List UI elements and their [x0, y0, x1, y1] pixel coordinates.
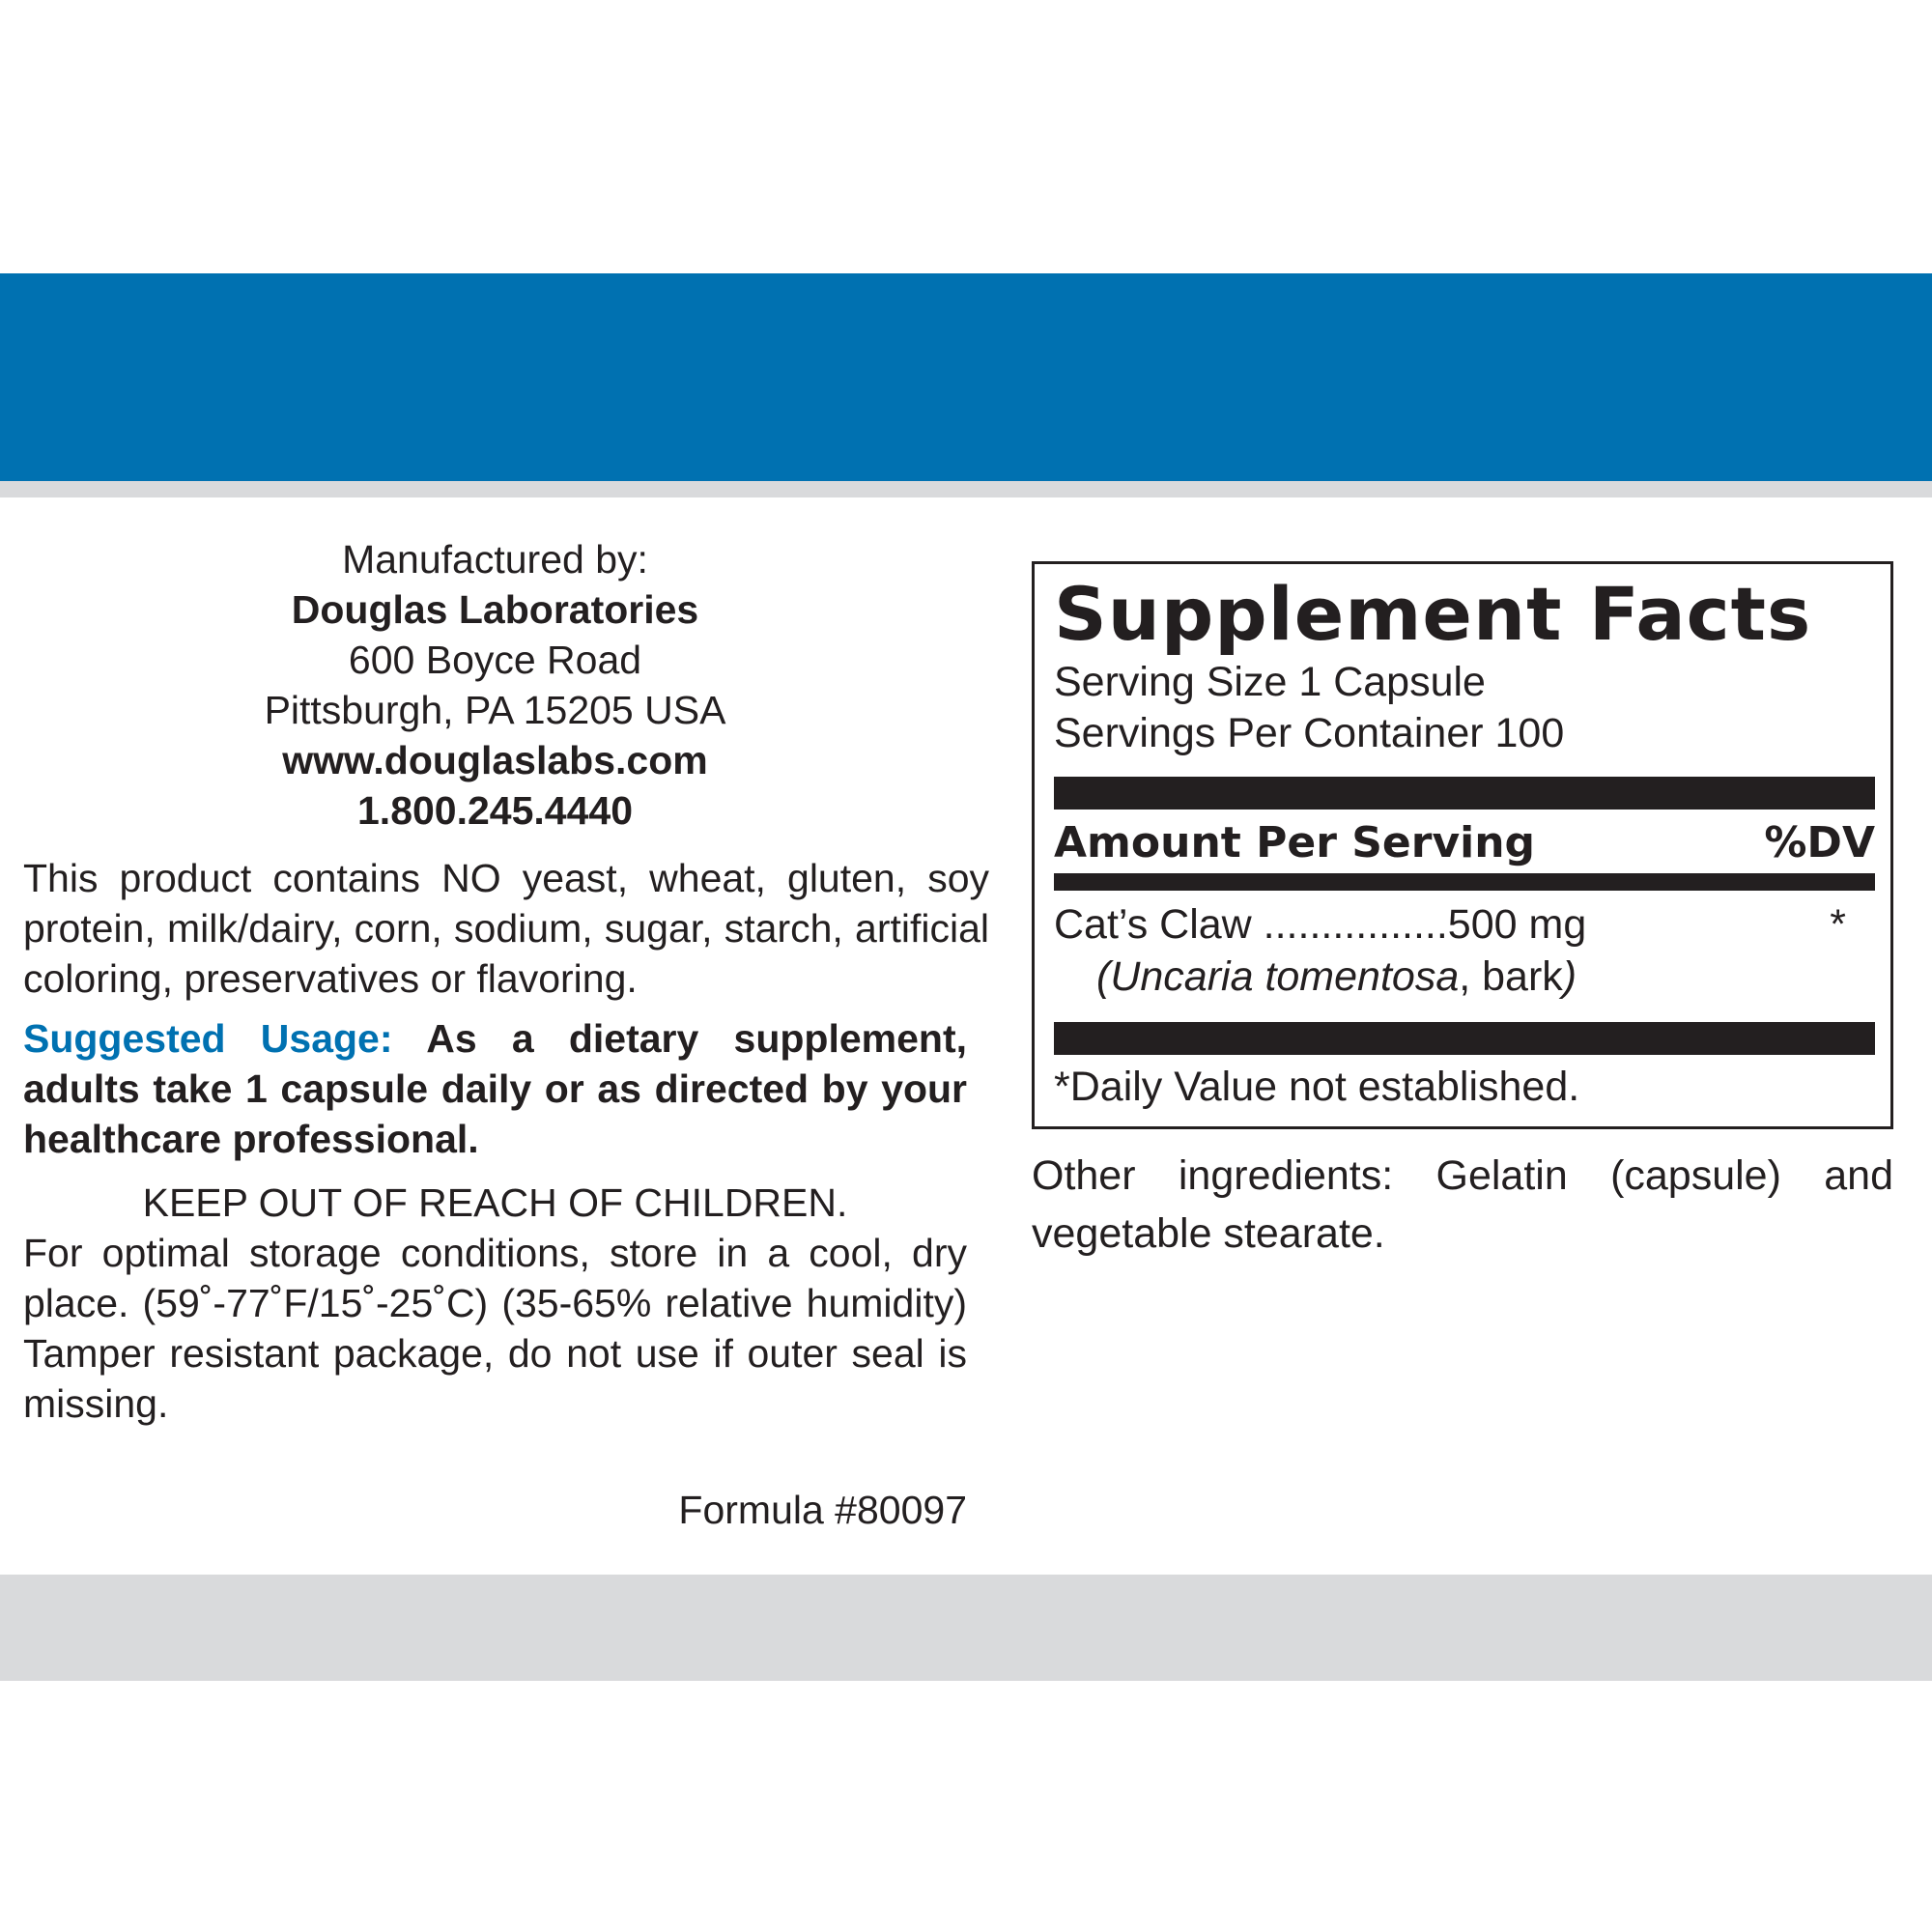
supplement-facts-panel — [1032, 561, 1893, 1129]
manufacturer-street: 600 Boyce Road — [348, 638, 642, 682]
supplement-facts-title: Supplement Facts — [1054, 571, 1812, 657]
botanical-part: , bark — [1459, 953, 1563, 1000]
allergen-statement: This product contains NO yeast, wheat, gluten, soy protein, milk/dairy, corn, sodium, sugar, starch, artificial coloring, preservatives or flavoring. — [23, 856, 989, 1001]
botanical-name: Uncaria tomentosa — [1110, 953, 1460, 1000]
manufacturer-name: Douglas Laboratories — [291, 587, 699, 632]
keep-out-warning: KEEP OUT OF REACH OF CHILDREN. — [142, 1180, 848, 1225]
formula-number: Formula #80097 — [678, 1488, 967, 1532]
ingredient-row — [1054, 898, 1875, 951]
daily-value-footnote: *Daily Value not established. — [1054, 1064, 1580, 1110]
footer-color-band — [0, 1575, 1932, 1681]
serving-info — [1054, 657, 1875, 759]
ingredient-botanical — [1054, 951, 1875, 1003]
facts-divider-thick — [1054, 777, 1875, 810]
facts-divider-bottom — [1054, 1022, 1875, 1055]
suggested-usage-text: As a dietary supplement, adults take 1 capsule daily or as directed by your healthcare professional. — [23, 1016, 967, 1161]
manufacturer-website: www.douglaslabs.com — [282, 738, 708, 782]
suggested-usage-label: Suggested Usage: — [23, 1016, 393, 1061]
botanical-open-paren: ( — [1096, 953, 1111, 1000]
warnings-block — [23, 1178, 967, 1429]
manufacturer-block — [23, 534, 967, 836]
suggested-usage — [23, 1013, 967, 1164]
ingredient-line: Cat’s Claw ................500 mg — [1054, 901, 1587, 948]
serving-size: Serving Size 1 Capsule — [1054, 659, 1486, 705]
manufacturer-label: Manufactured by: — [342, 537, 648, 582]
dv-header: %DV — [1764, 818, 1875, 867]
label-left-column — [23, 534, 989, 1535]
other-ingredients: Other ingredients: Gelatin (capsule) and vegetable stearate. — [1032, 1152, 1893, 1257]
amount-per-serving-header: Amount Per Serving — [1054, 818, 1536, 867]
header-divider-band — [0, 481, 1932, 497]
manufacturer-phone: 1.800.245.4440 — [357, 788, 633, 833]
storage-instructions: For optimal storage conditions, store in a cool, dry place. (59˚-77˚F/15˚-25˚C) (35-65% relative humidity) Tamper resistant package, do not use if outer seal is missing. — [23, 1231, 967, 1426]
ingredient-dv: * — [1830, 901, 1846, 948]
facts-divider-medium — [1054, 873, 1875, 891]
amount-header-row — [1054, 813, 1875, 873]
manufacturer-city: Pittsburgh, PA 15205 USA — [264, 688, 726, 732]
servings-per-container: Servings Per Container 100 — [1054, 710, 1565, 756]
header-color-band — [0, 273, 1932, 481]
botanical-close-paren: ) — [1562, 953, 1577, 1000]
